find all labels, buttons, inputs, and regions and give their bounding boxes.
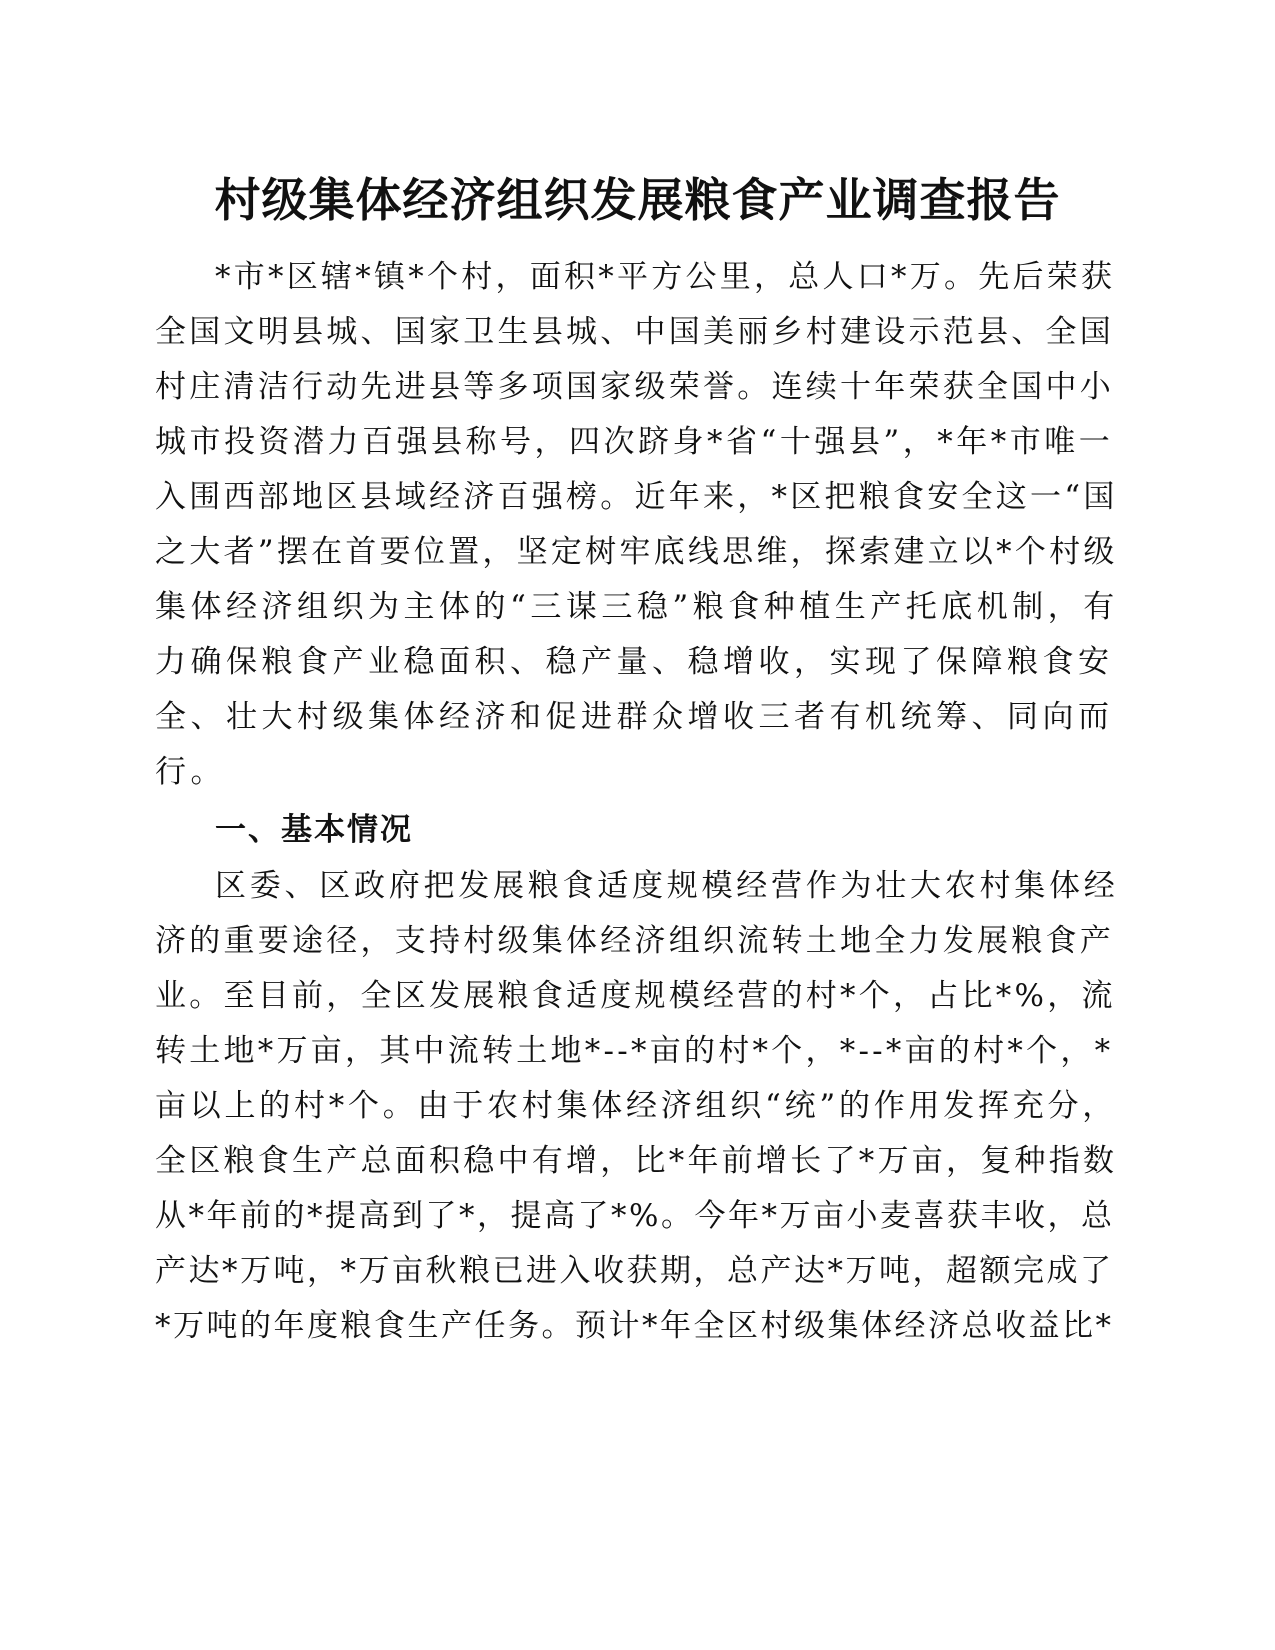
intro-line-10: 行。: [155, 754, 226, 790]
section-1-line-8: 产达*万吨，*万亩秋粮已进入收获期，总产达*万吨，超额完成了: [155, 1253, 1114, 1289]
intro-line-8: 力确保粮食产业稳面积、稳产量、稳增收，实现了保障粮食安: [155, 644, 1114, 680]
section-1-line-6: 全区粮食生产总面积稳中有增，比*年前增长了*万亩，复种指数: [155, 1143, 1118, 1179]
intro-line-1: *市*区辖*镇*个村，面积*平方公里，总人口*万。先后荣获: [215, 259, 1116, 295]
section-1-heading: 一、基本情况: [215, 812, 413, 848]
intro-line-3: 村庄清洁行动先进县等多项国家级荣誉。连续十年荣获全国中小: [155, 369, 1114, 405]
intro-line-4: 城市投资潜力百强县称号，四次跻身*省“十强县”，*年*市唯一: [155, 424, 1114, 460]
intro-line-5: 入围西部地区县域经济百强榜。近年来，*区把粮食安全这一“国: [155, 479, 1118, 515]
section-1-line-2: 济的重要途径，支持村级集体经济组织流转土地全力发展粮食产: [155, 923, 1114, 959]
section-1-line-1: 区委、区政府把发展粮食适度规模经营作为壮大农村集体经: [215, 868, 1119, 904]
intro-line-7: 集体经济组织为主体的“三谋三稳”粮食种植生产托底机制，有: [155, 589, 1119, 625]
section-1-line-4: 转土地*万亩，其中流转土地*--*亩的村*个，*--*亩的村*个，*: [155, 1033, 1114, 1069]
intro-line-6: 之大者”摆在首要位置，坚定树牢底线思维，探索建立以*个村级: [155, 534, 1118, 570]
section-1-line-3: 业。至目前，全区发展粮食适度规模经营的村*个，占比*%，流: [155, 978, 1116, 1014]
intro-line-2: 全国文明县城、国家卫生县城、中国美丽乡村建设示范县、全国: [155, 314, 1114, 350]
intro-line-9: 全、壮大村级集体经济和促进群众增收三者有机统筹、同向而: [155, 699, 1114, 735]
document-title: 村级集体经济组织发展粮食产业调查报告: [214, 173, 1061, 227]
section-1-line-5: 亩以上的村*个。由于农村集体经济组织“统”的作用发挥充分，: [155, 1088, 1117, 1124]
section-1-line-7: 从*年前的*提高到了*，提高了*%。今年*万亩小麦喜获丰收，总: [155, 1198, 1115, 1234]
section-1-line-9: *万吨的年度粮食生产任务。预计*年全区村级集体经济总收益比*: [155, 1308, 1114, 1344]
